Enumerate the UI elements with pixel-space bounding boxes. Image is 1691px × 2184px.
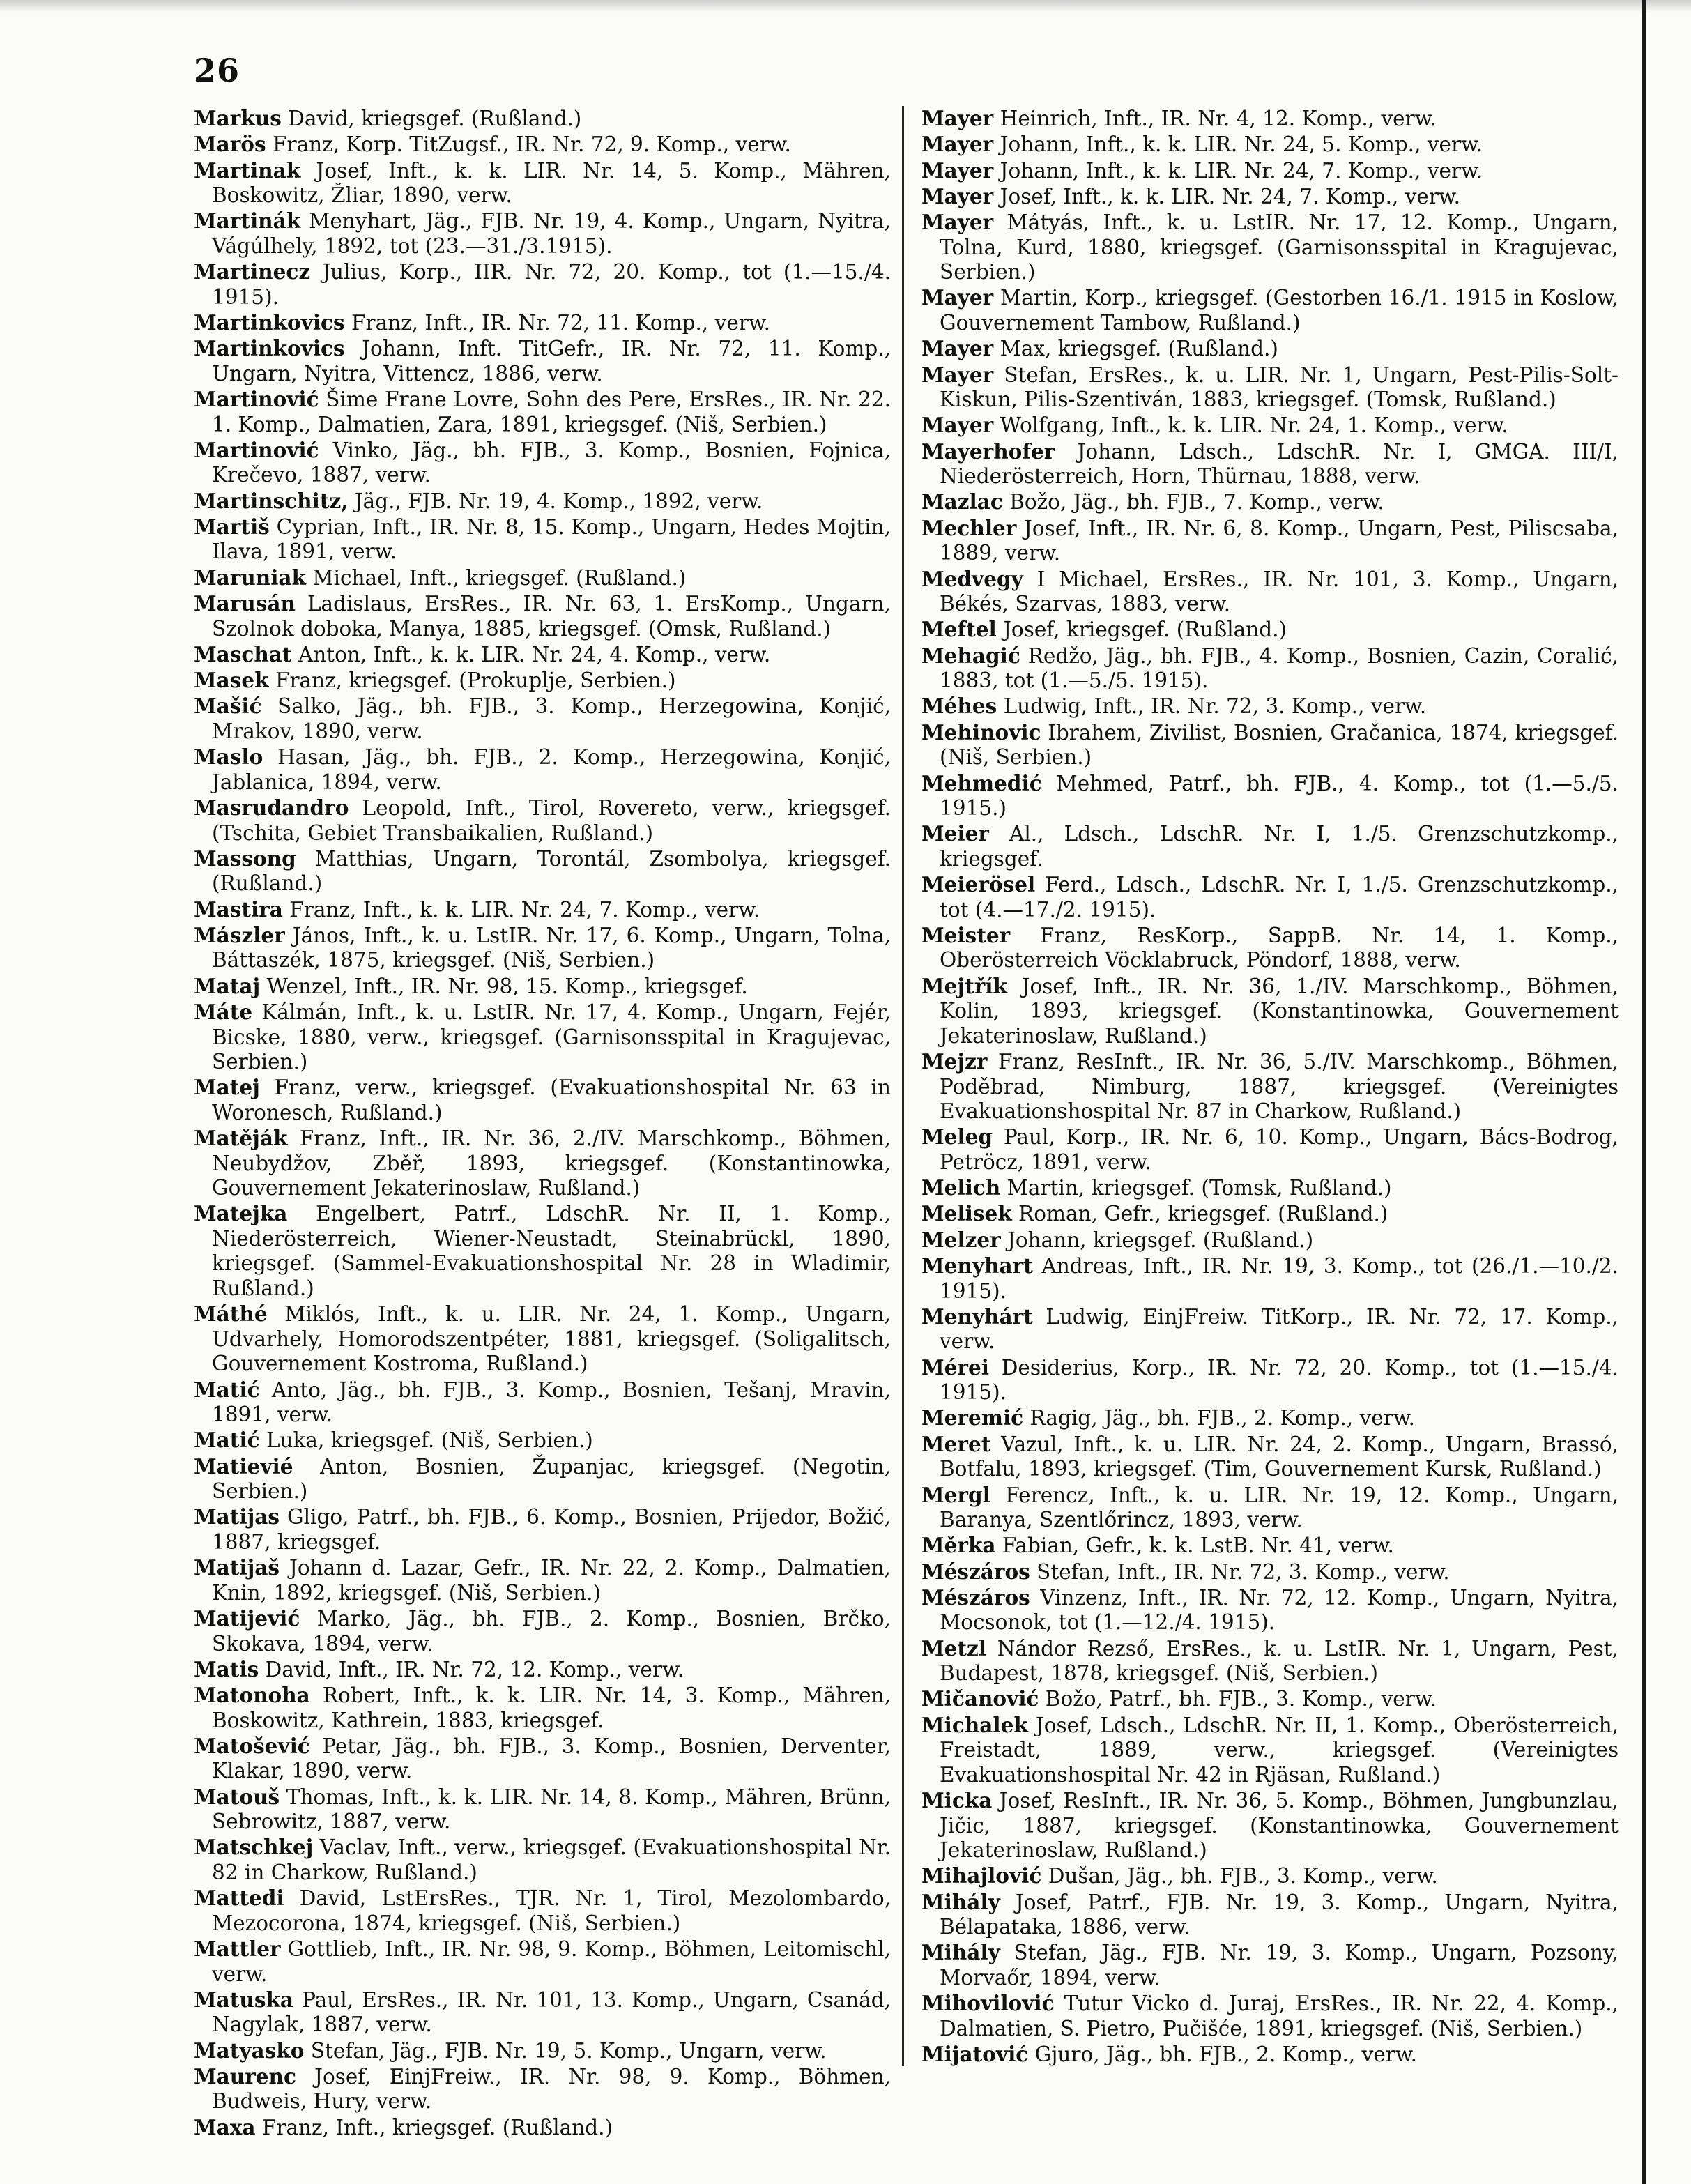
casualty-entry — [921, 158, 1619, 184]
surname: Mihajlović — [921, 1863, 1042, 1888]
entry-details: Tutur Vicko d. Juraj, ErsRes., IR. Nr. 22, 4. Komp., Dalmatien, S. Pietro, Pučišće, 1891, kriegsgef. (Niš, Serbien.) — [940, 1992, 1619, 2040]
entry-details: Franz, Inft., kriegsgef. (Rußland.) — [261, 2115, 613, 2139]
casualty-entry — [194, 310, 891, 336]
surname: Maschat — [194, 641, 292, 666]
entry-details: Matthias, Ungarn, Torontál, Zsombolya, kriegsgef. (Rußland.) — [212, 846, 891, 896]
casualty-entry — [194, 565, 891, 591]
casualty-entry — [921, 516, 1619, 566]
surname: Matuska — [194, 1987, 294, 2012]
surname: Matis — [194, 1656, 259, 1681]
casualty-entry — [194, 846, 891, 896]
surname: Meier — [921, 821, 989, 846]
entry-details: Ludwig, EinjFreiw. TitKorp., IR. Nr. 72, 17. Komp., verw. — [940, 1304, 1619, 1354]
casualty-entry — [194, 1734, 891, 1784]
entry-details: Ladislaus, ErsRes., IR. Nr. 63, 1. ErsKomp., Ungarn, Szolnok doboka, Manya, 1885, kriegsgef. (Omsk, Rußland.) — [212, 592, 891, 641]
surname: Mijatović — [921, 2042, 1029, 2067]
surname: Mászler — [194, 922, 285, 947]
casualty-entry — [921, 1175, 1619, 1201]
entry-details: Josef, Inft., k. k. LIR. Nr. 24, 7. Komp., verw. — [1000, 184, 1461, 208]
casualty-entry — [194, 1075, 891, 1125]
surname: Melisek — [921, 1201, 1012, 1226]
entry-details: Mátyás, Inft., k. u. LstIR. Nr. 17, 12. Komp., Ungarn, Tolna, Kurd, 1880, kriegsgef. (Garnisonsspital in Kragujevac, Serbien.) — [940, 211, 1619, 284]
casualty-entry — [194, 1454, 891, 1504]
surname: Matić — [194, 1428, 260, 1453]
surname: Mihály — [921, 1940, 1000, 1965]
entry-details: Josef, Inft., IR. Nr. 6, 8. Komp., Ungarn, Pest, Piliscsaba, 1889, verw. — [940, 516, 1619, 565]
casualty-entry — [921, 1304, 1619, 1354]
entry-details: Franz, Inft., IR. Nr. 36, 2./IV. Marschkomp., Böhmen, Neubydžov, Zběř, 1893, kriegsgef. (Konstantinowka, Gouvernement Jekaterinoslaw, Rußland.) — [212, 1127, 891, 1200]
entry-details: Michael, Inft., kriegsgef. (Rußland.) — [312, 565, 687, 590]
entry-details: Fabian, Gefr., k. k. LstB. Nr. 41, verw. — [1002, 1534, 1394, 1558]
surname: Meret — [921, 1431, 991, 1456]
entry-details: Josef, EinjFreiw., IR. Nr. 98, 9. Komp., Böhmen, Budweis, Hury, verw. — [212, 2064, 891, 2114]
surname: Mihály — [921, 1889, 1000, 1914]
casualty-entry — [921, 362, 1619, 413]
casualty-entry — [194, 514, 891, 565]
casualty-entry — [194, 106, 891, 132]
entry-details: Franz, ResInft., IR. Nr. 36, 5./IV. Marschkomp., Böhmen, Poděbrad, Nimburg, 1887, kriegsgef. (Vereinigtes Evakuationshospital Nr. 87 in Charkow, Rußland.) — [940, 1050, 1619, 1124]
casualty-entry — [194, 668, 891, 694]
casualty-entry — [921, 1686, 1619, 1712]
entry-details: Max, kriegsgef. (Rußland.) — [1000, 337, 1278, 361]
surname: Mičanović — [921, 1686, 1039, 1711]
entry-details: Al., Ldsch., LdschR. Nr. I, 1./5. Grenzschutzkomp., kriegsgef. — [940, 822, 1619, 871]
surname: Mayer — [921, 285, 994, 310]
entry-details: Gottlieb, Inft., IR. Nr. 98, 9. Komp., Böhmen, Leitomischl, verw. — [212, 1937, 891, 1986]
surname: Matschkej — [194, 1835, 314, 1860]
entry-details: Johann, Inft. TitGefr., IR. Nr. 72, 11. Komp., Ungarn, Nyitra, Vittencz, 1886, verw. — [212, 337, 891, 385]
casualty-entry — [921, 132, 1619, 158]
surname: Matijaš — [194, 1555, 280, 1580]
entry-details: Ludwig, Inft., IR. Nr. 72, 3. Komp., verw. — [1003, 694, 1427, 719]
surname: Michalek — [921, 1712, 1028, 1737]
surname: Mayer — [921, 210, 994, 235]
entry-details: Martin, kriegsgef. (Tomsk, Rußland.) — [1007, 1176, 1392, 1200]
surname: Melich — [921, 1175, 1001, 1200]
casualty-entry — [194, 1377, 891, 1428]
entry-details: Franz, Inft., IR. Nr. 72, 11. Komp., verw. — [351, 310, 771, 335]
casualty-entry — [921, 439, 1619, 489]
surname: Mejtřík — [921, 973, 1007, 998]
casualty-entry — [921, 1405, 1619, 1431]
entry-details: Cyprian, Inft., IR. Nr. 8, 15. Komp., Ungarn, Hedes Mojtin, Ilava, 1891, verw. — [212, 514, 891, 564]
casualty-entry — [194, 694, 891, 744]
entry-details: Božo, Patrf., bh. FJB., 3. Komp., verw. — [1045, 1687, 1437, 1711]
surname: Mayer — [921, 362, 994, 387]
surname: Maruniak — [194, 565, 306, 590]
surname: Máte — [194, 1000, 253, 1025]
casualty-entry — [921, 2042, 1619, 2068]
casualty-entry — [921, 1890, 1619, 1940]
entry-details: Vaclav, Inft., verw., kriegsgef. (Evakuationshospital Nr. 82 in Charkow, Rußland.) — [212, 1835, 891, 1884]
surname: Mérei — [921, 1354, 989, 1380]
entry-details: Franz, Inft., k. k. LIR. Nr. 24, 7. Komp., verw. — [289, 897, 760, 922]
entry-details: Hasan, Jäg., bh. FJB., 2. Komp., Herzegowina, Konjić, Jablanica, 1894, verw. — [212, 745, 891, 794]
casualty-entry — [194, 1886, 891, 1936]
surname: Mihovilović — [921, 1991, 1055, 2016]
entry-details: Gjuro, Jäg., bh. FJB., 2. Komp., verw. — [1034, 2042, 1418, 2067]
entry-details: Ferencz, Inft., k. u. LIR. Nr. 19, 12. Komp., Ungarn, Baranya, Szentlőrincz, 1893, verw. — [940, 1483, 1619, 1532]
casualty-entry — [194, 1835, 891, 1885]
surname: Matouš — [194, 1784, 280, 1809]
surname: Martinović — [194, 437, 319, 462]
casualty-entry — [194, 387, 891, 437]
surname: Mazlac — [921, 489, 1003, 514]
entry-details: Božo, Jäg., bh. FJB., 7. Komp., verw. — [1009, 490, 1384, 514]
surname: Martinecz — [194, 259, 311, 284]
casualty-entry — [194, 259, 891, 310]
surname: Mataj — [194, 973, 261, 998]
casualty-entry — [921, 1355, 1619, 1405]
page-number: 26 — [194, 52, 240, 89]
entry-details: Marko, Jäg., bh. FJB., 2. Komp., Bosnien, Brčko, Skokava, 1894, verw. — [212, 1607, 892, 1656]
entry-details: David, LstErsRes., TJR. Nr. 1, Tirol, Mezolombardo, Mezocorona, 1874, kriegsgef. (Niš, Serbien.) — [212, 1886, 891, 1935]
casualty-entry — [194, 923, 891, 973]
surname: Metzl — [921, 1635, 987, 1660]
surname: Mehagić — [921, 643, 1020, 668]
casualty-entry — [921, 1049, 1619, 1124]
entry-details: Stefan, Inft., IR. Nr. 72, 3. Komp., verw. — [1036, 1559, 1450, 1584]
casualty-entry — [194, 1785, 891, 1835]
surname: Maxa — [194, 2114, 256, 2139]
entry-details: Thomas, Inft., k. k. LIR. Nr. 14, 8. Komp., Mähren, Brünn, Sebrowitz, 1887, verw. — [212, 1785, 891, 1834]
casualty-entry — [194, 1657, 891, 1683]
entry-details: Josef, ResInft., IR. Nr. 36, 5. Komp., Böhmen, Jungbunzlau, Jičic, 1887, kriegsgef. (Konstantinowka, Gouvernement Jekaterinoslaw, Rußland.) — [940, 1789, 1619, 1863]
casualty-entry — [194, 1987, 891, 2038]
surname: Mattler — [194, 1937, 281, 1962]
entry-details: Martin, Korp., kriegsgef. (Gestorben 16./1. 1915 in Koslow, Gouvernement Tambow, Rußland.) — [940, 286, 1619, 335]
entry-details: Kálmán, Inft., k. u. LstIR. Nr. 17, 4. Komp., Ungarn, Fejér, Bicske, 1880, verw., kriegsgef. (Garnisonsspital in Kragujevac, Serbien.) — [212, 1000, 891, 1074]
scan-top-shadow — [0, 0, 1691, 13]
entry-details: Franz, kriegsgef. (Prokuplje, Serbien.) — [275, 669, 676, 693]
casualty-entry — [194, 1201, 891, 1301]
right-column — [921, 106, 1619, 2068]
casualty-entry — [921, 694, 1619, 719]
casualty-entry — [921, 184, 1619, 210]
entry-details: Ferd., Ldsch., LdschR. Nr. I, 1./5. Grenzschutzkomp., tot (4.—17./2. 1915). — [940, 873, 1619, 922]
scan-right-edge — [1642, 0, 1646, 2184]
entry-details: Dušan, Jäg., bh. FJB., 3. Komp., verw. — [1048, 1864, 1438, 1888]
casualty-entry — [194, 158, 891, 208]
surname: Martinak — [194, 158, 301, 183]
surname: Micka — [921, 1788, 993, 1813]
casualty-entry — [194, 336, 891, 386]
surname: Mejzr — [921, 1049, 988, 1074]
casualty-entry — [194, 1937, 891, 1987]
entry-details: Franz, ResKorp., SappB. Nr. 14, 1. Komp., Oberösterreich Vöcklabruck, Pöndorf, 1888, verw. — [940, 923, 1619, 972]
entry-details: Petar, Jäg., bh. FJB., 3. Komp., Bosnien, Derventer, Klakar, 1890, verw. — [212, 1734, 891, 1783]
casualty-entry — [194, 1504, 891, 1555]
casualty-entry — [921, 1585, 1619, 1635]
surname: Měrka — [921, 1533, 996, 1558]
surname: Mayer — [921, 183, 994, 208]
casualty-entry — [194, 1000, 891, 1075]
entry-details: Ragig, Jäg., bh. FJB., 2. Komp., verw. — [1030, 1406, 1415, 1430]
surname: Marös — [194, 132, 266, 157]
casualty-entry — [921, 720, 1619, 770]
entry-details: Redžo, Jäg., bh. FJB., 4. Komp., Bosnien, Cazin, Coralić, 1883, tot (1.—5./5. 1915). — [940, 643, 1619, 693]
casualty-entry — [194, 2115, 891, 2141]
entry-details: Josef, Inft., k. k. LIR. Nr. 14, 5. Komp., Mähren, Boskowitz, Žliar, 1890, verw. — [212, 158, 891, 208]
casualty-entry — [921, 1991, 1619, 2041]
casualty-entry — [921, 1863, 1619, 1889]
casualty-entry — [921, 1559, 1619, 1585]
surname: Matievié — [194, 1453, 293, 1479]
casualty-entry — [194, 489, 891, 514]
entry-details: I Michael, ErsRes., IR. Nr. 101, 3. Komp., Ungarn, Békés, Szarvas, 1883, verw. — [940, 567, 1619, 616]
entry-details: Johann, Inft., k. k. LIR. Nr. 24, 7. Komp., verw. — [1000, 158, 1483, 183]
surname: Mayer — [921, 336, 994, 361]
entry-details: Josef, kriegsgef. (Rußland.) — [1003, 618, 1287, 642]
casualty-entry — [921, 617, 1619, 643]
casualty-entry — [194, 438, 891, 488]
entry-details: Engelbert, Patrf., LdschR. Nr. II, 1. Komp., Niederösterreich, Wiener-Neustadt, Steinabrückl, 1890, kriegsgef. (Sammel-Evakuationshospital Nr. 28 in Wladimir, Rußland.) — [212, 1202, 891, 1300]
entry-details: Franz, verw., kriegsgef. (Evakuationshospital Nr. 63 in Woronesch, Rußland.) — [212, 1076, 891, 1124]
surname: Matěják — [194, 1126, 288, 1151]
surname: Meierösel — [921, 872, 1036, 897]
surname: Meleg — [921, 1124, 993, 1150]
casualty-entry — [921, 974, 1619, 1049]
surname: Matić — [194, 1377, 260, 1402]
entry-details: Salko, Jäg., bh. FJB., 3. Komp., Herzegowina, Konjić, Mrakov, 1890, verw. — [212, 694, 891, 743]
casualty-entry — [921, 285, 1619, 335]
casualty-entry — [921, 1940, 1619, 1990]
casualty-entry — [921, 1713, 1619, 1788]
entry-details: Anton, Bosnien, Županjac, kriegsgef. (Negotin, Serbien.) — [212, 1454, 891, 1504]
entry-details: Anton, Inft., k. k. LIR. Nr. 24, 4. Komp., verw. — [298, 642, 771, 666]
entry-details: Anto, Jäg., bh. FJB., 3. Komp., Bosnien, Tešanj, Mravin, 1891, verw. — [212, 1377, 891, 1427]
entry-details: Vazul, Inft., k. u. LIR. Nr. 24, 2. Komp., Ungarn, Brassó, Botfalu, 1893, kriegsgef. (Tim, Gouvernement Kursk, Rußland.) — [940, 1432, 1619, 1481]
casualty-entry — [194, 208, 891, 259]
casualty-entry — [921, 210, 1619, 285]
entry-details: Johann, kriegsgef. (Rußland.) — [1007, 1228, 1314, 1252]
entry-details: Paul, ErsRes., IR. Nr. 101, 13. Komp., Ungarn, Csanád, Nagylak, 1887, verw. — [212, 1987, 891, 2037]
surname: Menyhárt — [921, 1304, 1033, 1329]
casualty-entry — [921, 1788, 1619, 1863]
surname: Masek — [194, 668, 269, 693]
casualty-entry — [194, 2064, 891, 2114]
surname: Méhes — [921, 694, 997, 719]
surname: Maslo — [194, 744, 263, 770]
casualty-entry — [921, 872, 1619, 922]
casualty-entry — [194, 974, 891, 1000]
entry-details: Jäg., FJB. Nr. 19, 4. Komp., 1892, verw. — [354, 489, 763, 513]
casualty-entry — [921, 821, 1619, 871]
casualty-entry — [921, 1636, 1619, 1686]
surname: Melzer — [921, 1227, 1001, 1252]
entry-details: Roman, Gefr., kriegsgef. (Rußland.) — [1018, 1202, 1388, 1226]
column-divider — [902, 106, 904, 2066]
entry-details: Menyhart, Jäg., FJB. Nr. 19, 4. Komp., Ungarn, Nyitra, Vágúlhely, 1892, tot (23.—31./3.1915). — [212, 209, 891, 258]
surname: Matyasko — [194, 2038, 305, 2063]
surname: Mašić — [194, 694, 262, 719]
surname: Máthé — [194, 1301, 268, 1327]
surname: Martinkovics — [194, 336, 345, 361]
casualty-entry — [921, 643, 1619, 694]
surname: Matijas — [194, 1504, 280, 1529]
surname: Matošević — [194, 1733, 310, 1758]
casualty-entry — [921, 489, 1619, 515]
entry-details: Johann, Inft., k. k. LIR. Nr. 24, 5. Komp., verw. — [1000, 132, 1483, 157]
entry-details: Wenzel, Inft., IR. Nr. 98, 15. Komp., kriegsgef. — [266, 974, 748, 998]
casualty-entry — [194, 1683, 891, 1733]
casualty-entry — [921, 1228, 1619, 1253]
entry-details: Paul, Korp., IR. Nr. 6, 10. Komp., Ungarn, Bács-Bodrog, Petröcz, 1891, verw. — [940, 1125, 1619, 1174]
entry-details: Stefan, ErsRes., k. u. LIR. Nr. 1, Ungarn, Pest-Pilis-Solt-Kiskun, Pilis-Szentiván, 1883, kriegsgef. (Tomsk, Rußland.) — [940, 362, 1619, 412]
surname: Martinschitz, — [194, 488, 349, 513]
surname: Mattedi — [194, 1886, 284, 1911]
surname: Mayer — [921, 158, 994, 183]
surname: Martinović — [194, 387, 319, 412]
entry-details: Wolfgang, Inft., k. k. LIR. Nr. 24, 1. Komp., verw. — [1000, 413, 1508, 438]
surname: Mészáros — [921, 1584, 1030, 1610]
entry-details: Stefan, Jäg., FJB. Nr. 19, 5. Komp., Ungarn, verw. — [310, 2038, 827, 2063]
casualty-entry — [921, 1124, 1619, 1175]
entry-details: Josef, Ldsch., LdschR. Nr. II, 1. Komp., Oberösterreich, Freistadt, 1889, verw., kriegsgef. (Vereinigtes Evakuationshospital Nr. 42 in Rjäsan, Rußland.) — [940, 1713, 1619, 1787]
entry-details: Gligo, Patrf., bh. FJB., 6. Komp., Bosnien, Prijedor, Božić, 1887, kriegsgef. — [212, 1505, 891, 1554]
surname: Mehmedić — [921, 770, 1042, 795]
entry-details: Johann, Ldsch., LdschR. Nr. I, GMGA. III/I, Niederösterreich, Horn, Thürnau, 1888, verw. — [940, 439, 1619, 489]
surname: Marusán — [194, 591, 296, 616]
casualty-entry — [921, 1253, 1619, 1304]
casualty-entry — [194, 642, 891, 668]
surname: Meftel — [921, 617, 997, 642]
surname: Matej — [194, 1075, 260, 1100]
casualty-entry — [194, 744, 891, 795]
casualty-entry — [194, 591, 891, 641]
entry-details: David, kriegsgef. (Rußland.) — [288, 107, 582, 130]
casualty-entry — [194, 1555, 891, 1605]
casualty-entry — [921, 336, 1619, 362]
entry-details: Robert, Inft., k. k. LIR. Nr. 14, 3. Komp., Mähren, Boskowitz, Kathrein, 1883, kriegsgef. — [212, 1683, 891, 1732]
casualty-entry — [194, 897, 891, 923]
surname: Maurenc — [194, 2063, 296, 2088]
surname: Mayer — [921, 413, 994, 438]
entry-details: Luka, kriegsgef. (Niš, Serbien.) — [266, 1428, 593, 1453]
entry-details: Desiderius, Korp., IR. Nr. 72, 20. Komp., tot (1.—15./4. 1915). — [940, 1355, 1619, 1405]
casualty-entry — [921, 771, 1619, 821]
casualty-entry — [194, 1301, 891, 1377]
surname: Mastira — [194, 896, 283, 922]
casualty-entry — [194, 1606, 891, 1656]
entry-details: Miklós, Inft., k. u. LIR. Nr. 24, 1. Komp., Ungarn, Udvarhely, Homorodszentpéter, 1881, kriegsgef. (Soligalitsch, Gouvernement Kostroma, Rußland.) — [212, 1302, 891, 1376]
casualty-entry — [194, 132, 891, 158]
surname: Martinák — [194, 208, 301, 234]
casualty-entry — [194, 1428, 891, 1453]
casualty-entry — [921, 1201, 1619, 1227]
surname: Meister — [921, 922, 1011, 947]
entry-details: Nándor Rezső, ErsRes., k. u. LstIR. Nr. 1, Ungarn, Pest, Budapest, 1878, kriegsgef. (Niš, Serbien.) — [940, 1636, 1619, 1686]
surname: Meremić — [921, 1405, 1024, 1430]
entry-details: Mehmed, Patrf., bh. FJB., 4. Komp., tot (1.—5./5. 1915.) — [940, 771, 1619, 820]
casualty-entry — [921, 413, 1619, 438]
casualty-entry — [194, 795, 891, 846]
surname: Mayer — [921, 106, 994, 130]
entry-details: János, Inft., k. u. LstIR. Nr. 17, 6. Komp., Ungarn, Tolna, Báttaszék, 1875, kriegsgef. (Niš, Serbien.) — [212, 923, 891, 972]
entry-details: David, Inft., IR. Nr. 72, 12. Komp., verw. — [265, 1657, 684, 1681]
surname: Markus — [194, 106, 282, 130]
surname: Matonoha — [194, 1683, 310, 1708]
entry-details: Stefan, Jäg., FJB. Nr. 19, 3. Komp., Ungarn, Pozsony, Morvaőr, 1894, verw. — [940, 1941, 1619, 1990]
surname: Matejka — [194, 1201, 288, 1226]
entry-details: Šime Frane Lovre, Sohn des Pere, ErsRes., IR. Nr. 22. 1. Komp., Dalmatien, Zara, 1891, kriegsgef. (Niš, Serbien.) — [212, 388, 891, 436]
surname: Martiš — [194, 514, 270, 539]
casualty-entry — [921, 1432, 1619, 1482]
entry-details: Vinko, Jäg., bh. FJB., 3. Komp., Bosnien, Fojnica, Krečevo, 1887, verw. — [212, 438, 891, 487]
surname: Mergl — [921, 1482, 990, 1507]
entry-details: Julius, Korp., IIR. Nr. 72, 20. Komp., tot (1.—15./4. 1915). — [212, 260, 891, 309]
entry-details: Johann d. Lazar, Gefr., IR. Nr. 22, 2. Komp., Dalmatien, Knin, 1892, kriegsgef. (Niš, Serbien.) — [212, 1556, 891, 1605]
surname: Matijević — [194, 1606, 300, 1631]
left-column — [194, 106, 891, 2141]
entry-details: Andreas, Inft., IR. Nr. 19, 3. Komp., tot (26./1.—10./2. 1915). — [940, 1254, 1619, 1303]
entry-details: Leopold, Inft., Tirol, Rovereto, verw., kriegsgef. (Tschita, Gebiet Transbaikalien, Rußland.) — [212, 796, 891, 845]
casualty-entry — [921, 567, 1619, 617]
casualty-entry — [194, 2038, 891, 2064]
surname: Masrudandro — [194, 795, 349, 820]
entry-details: Josef, Inft., IR. Nr. 36, 1./IV. Marschkomp., Böhmen, Kolin, 1893, kriegsgef. (Konstantinowka, Gouvernement Jekaterinoslaw, Rußland.) — [940, 974, 1619, 1048]
surname: Mechler — [921, 515, 1017, 540]
entry-details: Ibrahem, Zivilist, Bosnien, Gračanica, 1874, kriegsgef. (Niš, Serbien.) — [940, 720, 1619, 770]
surname: Mayer — [921, 132, 994, 157]
surname: Menyhart — [921, 1253, 1033, 1278]
entry-details: Franz, Korp. TitZugsf., IR. Nr. 72, 9. Komp., verw. — [273, 132, 791, 157]
casualty-entry — [921, 1533, 1619, 1559]
surname: Martinkovics — [194, 310, 345, 335]
entry-details: Vinzenz, Inft., IR. Nr. 72, 12. Komp., Ungarn, Nyitra, Mocsonok, tot (1.—12./4. 1915). — [940, 1585, 1619, 1635]
surname: Mészáros — [921, 1559, 1030, 1584]
surname: Mayerhofer — [921, 438, 1055, 464]
casualty-entry — [921, 106, 1619, 132]
surname: Massong — [194, 846, 296, 871]
casualty-entry — [194, 1126, 891, 1201]
casualty-entry — [921, 1483, 1619, 1533]
entry-details: Heinrich, Inft., IR. Nr. 4, 12. Komp., verw. — [1000, 107, 1437, 130]
entry-details: Josef, Patrf., FJB. Nr. 19, 3. Komp., Ungarn, Nyitra, Bélapataka, 1886, verw. — [940, 1890, 1619, 1939]
surname: Mehinovic — [921, 719, 1041, 744]
casualty-entry — [921, 923, 1619, 973]
surname: Medvegy — [921, 566, 1023, 591]
